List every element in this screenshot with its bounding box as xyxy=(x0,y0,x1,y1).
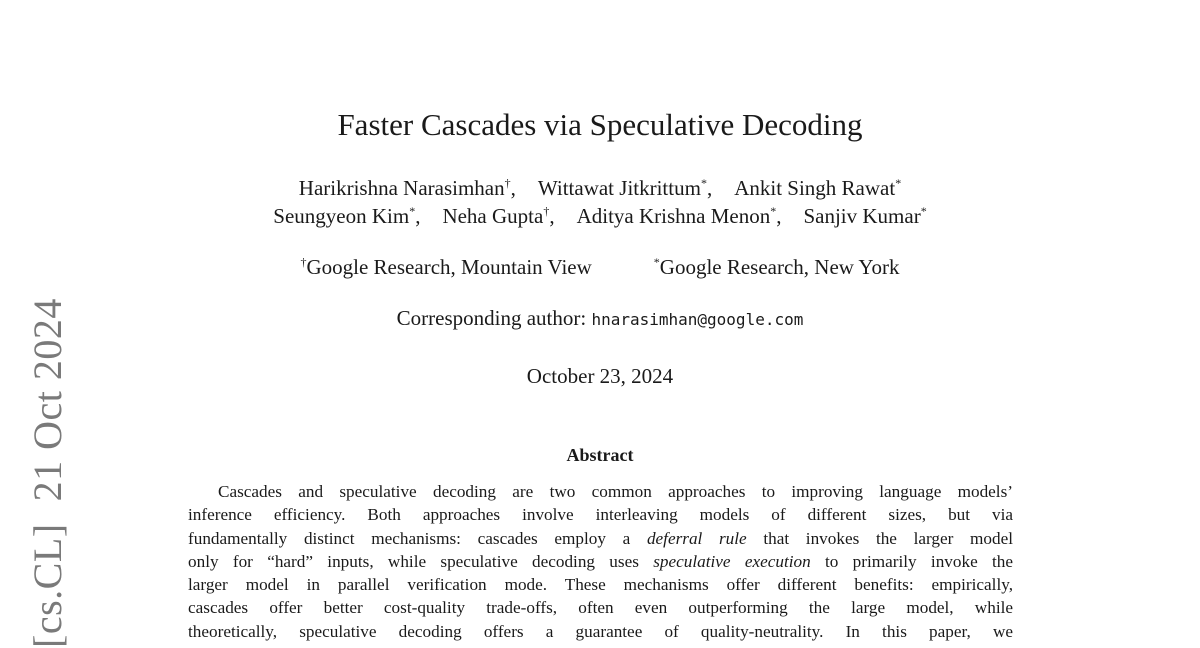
abstract-line xyxy=(188,550,1013,573)
author-mark: * xyxy=(409,204,416,218)
author-mark: * xyxy=(920,204,927,218)
arxiv-stamp xyxy=(25,298,70,648)
author: Wittawat Jitkrittum*, xyxy=(537,176,713,200)
affiliations xyxy=(0,253,1200,281)
author: Ankit Singh Rawat* xyxy=(734,176,902,200)
abstract-text: to primarily invoke the xyxy=(810,551,1013,571)
abstract-line xyxy=(188,480,1013,503)
affiliation: †Google Research, Mountain View xyxy=(300,255,592,279)
abstract-line xyxy=(188,503,1013,526)
abstract-text: only for “hard” inputs, while speculative decoding uses xyxy=(188,551,654,571)
author-mark: † xyxy=(543,204,550,218)
author: Seungyeon Kim*, xyxy=(273,204,421,228)
author-mark: † xyxy=(504,176,511,190)
corresponding-email[interactable]: hnarasimhan@google.com xyxy=(591,310,804,329)
author: Aditya Krishna Menon*, xyxy=(576,204,782,228)
author-mark: * xyxy=(770,204,777,218)
abstract-line xyxy=(188,573,1013,596)
abstract-text: cascades offer better cost-quality trade-offs, often even outperforming the large model, while xyxy=(188,598,1013,618)
author-row-2 xyxy=(0,202,1200,230)
arxiv-date: 21 Oct 2024 xyxy=(25,298,70,502)
abstract-emphasis: deferral rule xyxy=(646,528,747,548)
abstract-line xyxy=(188,596,1013,619)
abstract-text: theoretically, speculative decoding offers a guarantee of quality-neutrality. In this paper, we xyxy=(188,621,1013,641)
paper-title: Faster Cascades via Speculative Decoding xyxy=(337,107,863,142)
abstract-text: larger model in parallel verification mode. These mechanisms offer different benefits: empirically, xyxy=(188,575,1013,595)
abstract-line xyxy=(188,527,1013,550)
abstract-heading: Abstract xyxy=(566,445,634,465)
author: Sanjiv Kumar* xyxy=(803,204,927,228)
author: Neha Gupta†, xyxy=(442,204,555,228)
author: Harikrishna Narasimhan†, xyxy=(298,176,516,200)
author-list xyxy=(0,174,1200,230)
abstract-text: that invokes the larger model xyxy=(746,528,1014,548)
corresponding-label: Corresponding author: xyxy=(396,306,587,330)
author-mark: * xyxy=(895,176,902,190)
abstract-text: inference efficiency. Both approaches involve interleaving models of different sizes, but via xyxy=(188,505,1013,525)
abstract-text: Cascades and speculative decoding are two common approaches to improving language models’ xyxy=(218,482,1013,501)
paper-date: October 23, 2024 xyxy=(526,364,674,388)
abstract-text: fundamentally distinct mechanisms: cascades employ a xyxy=(188,528,647,548)
abstract-emphasis: speculative execution xyxy=(653,551,811,571)
corresponding-author xyxy=(0,304,1200,334)
author-mark: * xyxy=(700,176,707,190)
affiliation: *Google Research, New York xyxy=(653,255,900,279)
abstract-line xyxy=(188,620,1013,643)
arxiv-category: [cs.CL] xyxy=(25,523,70,648)
abstract-body xyxy=(188,480,1013,643)
author-row-1 xyxy=(0,174,1200,202)
